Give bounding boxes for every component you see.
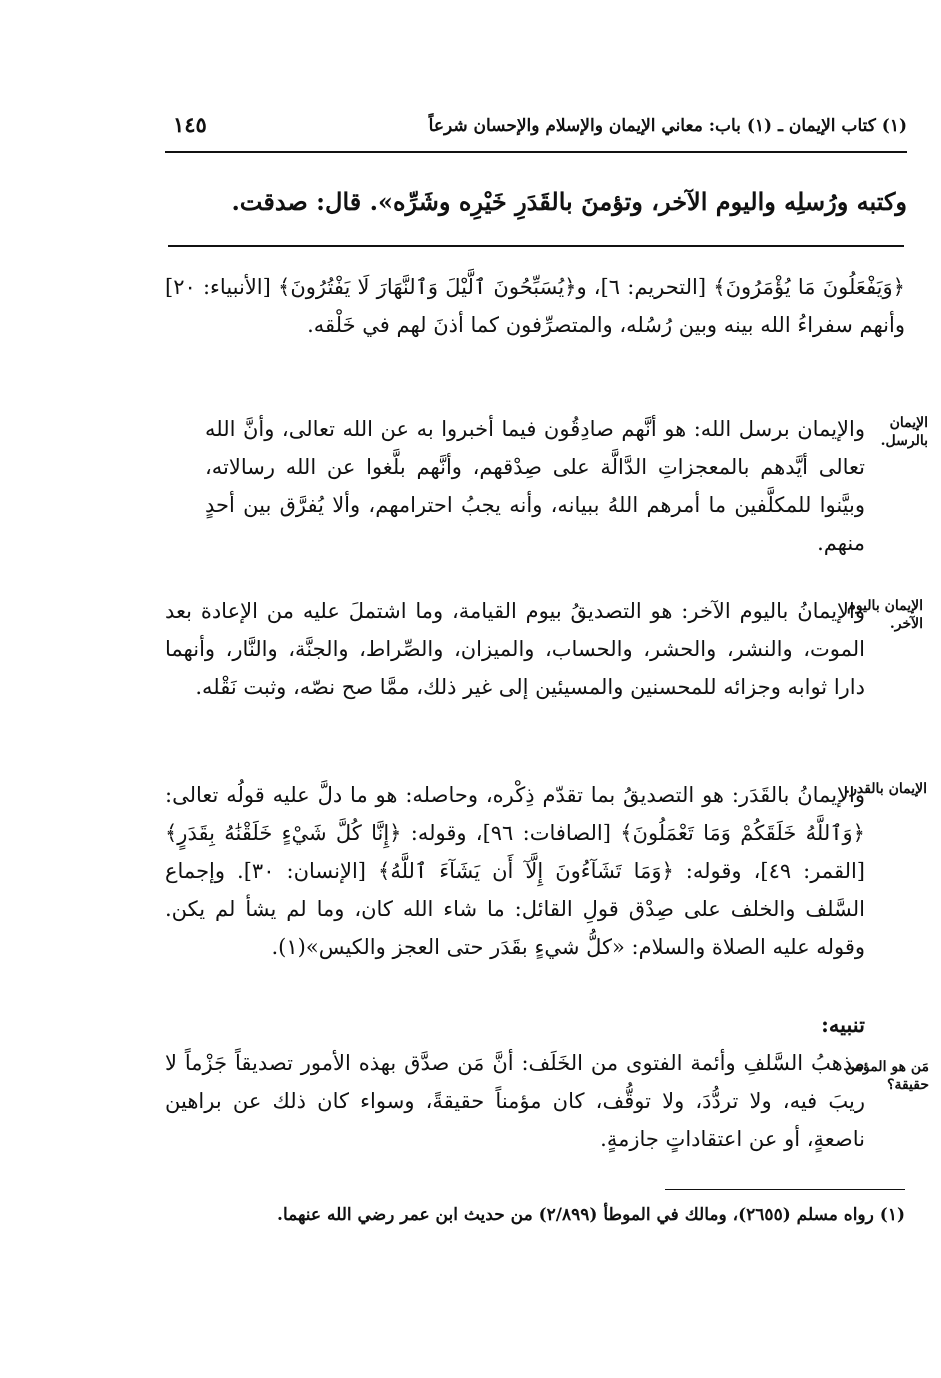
margin-note-believer: مَن هو المؤمن حقيقة؟ (844, 1059, 929, 1093)
paragraph-angels: ﴿وَيَفْعَلُونَ مَا يُؤْمَرُونَ﴾ [التحريم: ٦]، و﴿يُسَبِّحُونَ ٱلَّيْلَ وَٱلنَّهَارَ لَا يَفْتُرُونَ﴾ [الأنبياء: ٢٠] وأنهم سفراءُ الله بينه وبين رُسُله، والمتصرِّفون كما أذنَ لهم في خَلْقه. (165, 275, 905, 337)
chapter-title: (١) كتاب الإيمان ـ (١) باب: معاني الإيمان والإسلام والإحسان شرعاً (428, 116, 907, 136)
paragraph-last-day: والإيمانُ باليوم الآخر: هو التصديقُ بيوم القيامة، وما اشتملَ عليه من الإعادة بعد الموت، والنشر، والحشر، والحساب، والميزان، والصِّراط، والجنَّة، والنَّار، وأنهما دارا ثوابه وجزائه للمحسنين والمسيئين إلى غير ذلك، ممَّا صح نصّه، وثبت نَقْله. (165, 599, 865, 699)
paragraph-notice: مذهبُ السَّلفِ وأئمة الفتوى من الخَلَف: أنَّ مَن صدَّق بهذه الأمور تصديقاً جَزْماً لا ريبَ فيه، ولا تردُّدَ، ولا توقُّف، كان مؤمناً حقيقةً، وسواء كان ذلك عن براهين ناصعةٍ، أو عن اعتقاداتٍ جازمةٍ. (165, 1051, 865, 1151)
header-rule (165, 151, 907, 153)
footnote-separator (665, 1189, 905, 1190)
main-text-separator (168, 245, 904, 247)
margin-note-last-day: الإيمان باليوم الآخر. (847, 598, 923, 632)
running-header (165, 112, 907, 152)
page-number: ١٤٥ (173, 112, 207, 137)
notice-heading: تنبيه: (821, 1012, 865, 1037)
margin-note-messengers: الإيمان بالرسل. (880, 415, 928, 449)
paragraph-predestination: والإيمانُ بالقَدَر: هو التصديقُ بما تقدّم ذِكْره، وحاصله: هو ما دلَّ عليه قولُه تعالى: ﴿وَٱللَّهُ خَلَقَكُمْ وَمَا تَعْمَلُونَ﴾ [الصافات: ٩٦]، وقوله: ﴿إِنَّا كُلَّ شَيْءٍ خَلَقْنَٰهُ بِقَدَرٍ﴾ [القمر: ٤٩]، وقوله: ﴿وَمَا تَشَآءُونَ إِلَّآ أَن يَشَآءَ ٱللَّهُ﴾ [الإنسان: ٣٠]. وإجماع السَّلف والخلف على صِدْق قولِ القائل: ما شاء الله كان، وما لم يشأ لم يكن. وقوله عليه الصلاة والسلام: «كلُّ شيءٍ بقَدَر حتى العجز والكيس»(١). (165, 783, 865, 959)
hadith-closing-line: وكتبه ورُسلِه واليوم الآخر، وتؤمنَ بالقَدَرِ خَيْرِه وشَرِّه». قال: صدقت. (231, 187, 907, 216)
footnote: (١) رواه مسلم (٢٦٥٥)، ومالك في الموطأ (٢/٨٩٩) من حديث ابن عمر رضي الله عنهما. (277, 1205, 905, 1225)
margin-note-predestination: الإيمان بالقدر. (845, 781, 927, 797)
paragraph-messengers: والإيمان برسل الله: هو أنَّهم صادِقُون فيما أخبروا به عن الله تعالى، وأنَّ الله تعالى أيَّدهم بالمعجزاتِ الدَّالَّة على صِدْقهم، وأنَّهم بلَّغوا عن الله رسالاته، وبيَّنوا للمكلَّفين ما أمرهم اللهُ ببيانه، وأنه يجبُ احترامهم، وألا يُفرَّق بين أحدٍ منهم. (205, 417, 865, 555)
